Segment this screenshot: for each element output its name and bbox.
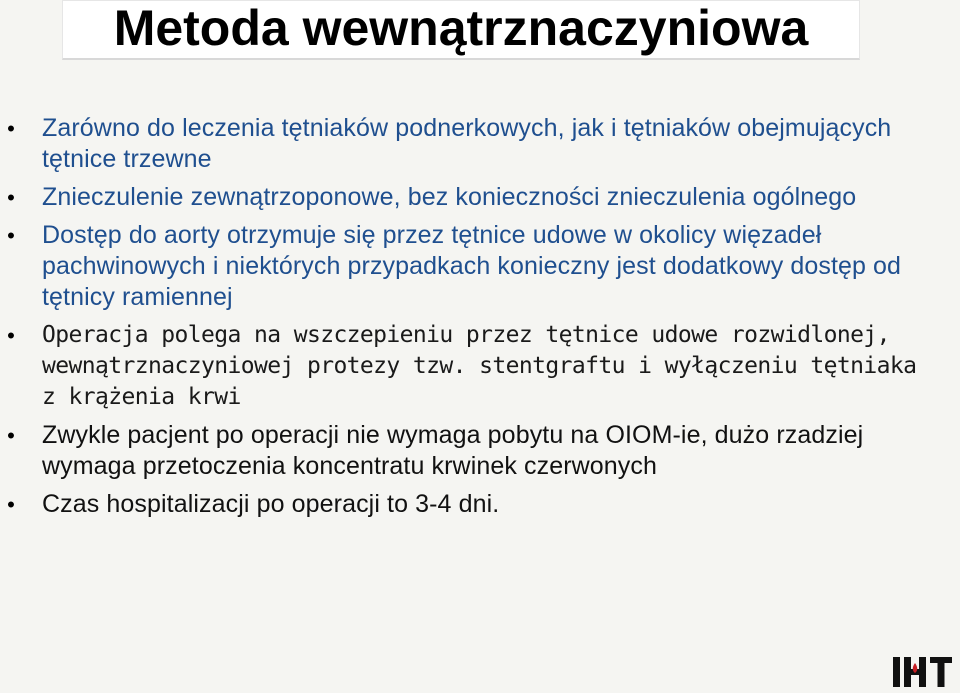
list-item <box>0 220 960 313</box>
bullet-text: Czas hospitalizacji po operacji to 3-4 dni. <box>42 490 500 518</box>
bullet-icon: • <box>7 116 15 141</box>
list-item <box>0 320 960 413</box>
bullet-icon: • <box>7 223 15 248</box>
bullet-text: Dostęp do aorty otrzymuje się przez tętnice udowe w okolicy więzadeł pachwinowych i niektórych przypadkach konieczny jest dodatkowy dostęp od tętnicy ramiennej <box>42 221 902 311</box>
slide-title: Metoda wewnątrznaczyniowa <box>113 0 809 56</box>
list-item <box>0 113 960 175</box>
bullet-icon: • <box>7 323 15 348</box>
bullet-list <box>0 113 960 527</box>
bullet-text: Zwykle pacjent po operacji nie wymaga pobytu na OIOM-ie, dużo rzadziej wymaga przetoczenia koncentratu krwinek czerwonych <box>42 421 864 480</box>
list-item <box>0 182 960 213</box>
list-item <box>0 489 960 520</box>
list-item <box>0 420 960 482</box>
iht-logo-icon <box>892 655 954 689</box>
bullet-icon: • <box>7 423 15 448</box>
bullet-text: Znieczulenie zewnątrzoponowe, bez konieczności znieczulenia ogólnego <box>42 183 857 211</box>
bullet-icon: • <box>7 492 15 517</box>
bullet-text: Zarówno do leczenia tętniaków podnerkowych, jak i tętniaków obejmujących tętnice trzewne <box>42 114 892 173</box>
bullet-text: Operacja polega na wszczepieniu przez tętnice udowe rozwidlonej, wewnątrznaczyniowej protezy tzw. stentgraftu i wyłączeniu tętniaka z krążenia krwi <box>42 322 917 410</box>
bullet-icon: • <box>7 185 15 210</box>
